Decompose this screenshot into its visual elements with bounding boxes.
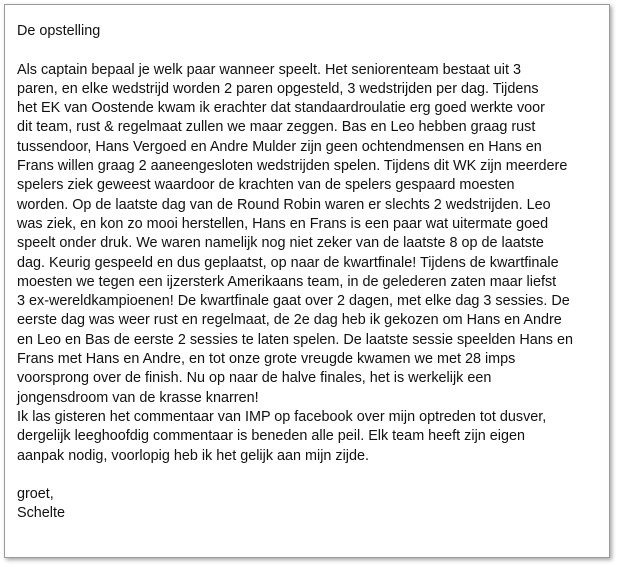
paragraph-line: speelt onder druk. We waren namelijk nog niet zeker van de laatste 8 op de laatste [17, 235, 544, 252]
paragraph-line: tussendoor, Hans Vergoed en Andre Mulder zijn geen ochtendmensen en Hans en [17, 138, 542, 155]
paragraph-line: dit team, rust & regelmaat zullen we maar zeggen. Bas en Leo hebben graag rust [17, 119, 536, 136]
document-text [17, 22, 603, 524]
paragraph-line: Als captain bepaal je welk paar wanneer speelt. Het seniorenteam bestaat uit 3 [17, 61, 521, 78]
paragraph-line: voorsprong over de finish. Nu op naar de halve finales, het is werkelijk een [17, 370, 492, 387]
paragraph-line: dergelijk leeghoofdig commentaar is beneden alle peil. Elk team heeft zijn eigen [17, 428, 525, 445]
document-title: De opstelling [17, 23, 101, 39]
paragraph-line: jongensdroom van de krasse knarren! [17, 389, 259, 406]
paragraph-line: het EK van Oostende kwam ik erachter dat standaardroulatie erg goed werkte voor [17, 100, 545, 117]
paragraph-line: paren, en elke wedstrijd worden 2 paren opgesteld, 3 wedstrijden per dag. Tijdens [17, 80, 539, 97]
document-frame [4, 4, 610, 558]
paragraph-line: moesten we tegen een ijzersterk Amerikaans team, in de gelederen zaten maar liefst [17, 273, 557, 290]
paragraph-line: spelers ziek geweest waardoor de krachten van de spelers gespaard moesten [17, 177, 515, 194]
closing-greeting: groet, [17, 486, 54, 503]
blank-line [17, 41, 603, 60]
paragraph-line: eerste dag was weer rust en regelmaat, de 2e dag heb ik gekozen om Hans en Andre [17, 312, 562, 329]
paragraph-line: worden. Op de laatste dag van de Round Robin waren er slechts 2 wedstrijden. Leo [17, 196, 551, 213]
paragraph-line: en Leo en Bas de eerste 2 sessies te laten spelen. De laatste sessie speelden Hans en [17, 331, 573, 348]
paragraph-line: Frans willen graag 2 aaneengesloten wedstrijden spelen. Tijdens dit WK zijn meerdere [17, 158, 568, 175]
paragraph-line: aanpak nodig, voorlopig heb ik het gelijk aan mijn zijde. [17, 447, 369, 464]
paragraph-line: Ik las gisteren het commentaar van IMP op facebook over mijn optreden tot dusver, [17, 408, 547, 425]
blank-line [17, 466, 603, 485]
paragraph-line: Frans met Hans en Andre, en tot onze grote vreugde kwamen we met 28 imps [17, 351, 516, 368]
signature-name: Schelte [17, 505, 65, 522]
paragraph-line: dag. Keurig gespeeld en dus geplaatst, op naar de kwartfinale! Tijdens de kwartfinale [17, 254, 559, 271]
paragraph-line: 3 ex-wereldkampioenen! De kwartfinale gaat over 2 dagen, met elke dag 3 sessies. De [17, 293, 570, 310]
paragraph-line: was ziek, en kon zo mooi herstellen, Hans en Frans is een paar wat uitermate goed [17, 215, 549, 232]
